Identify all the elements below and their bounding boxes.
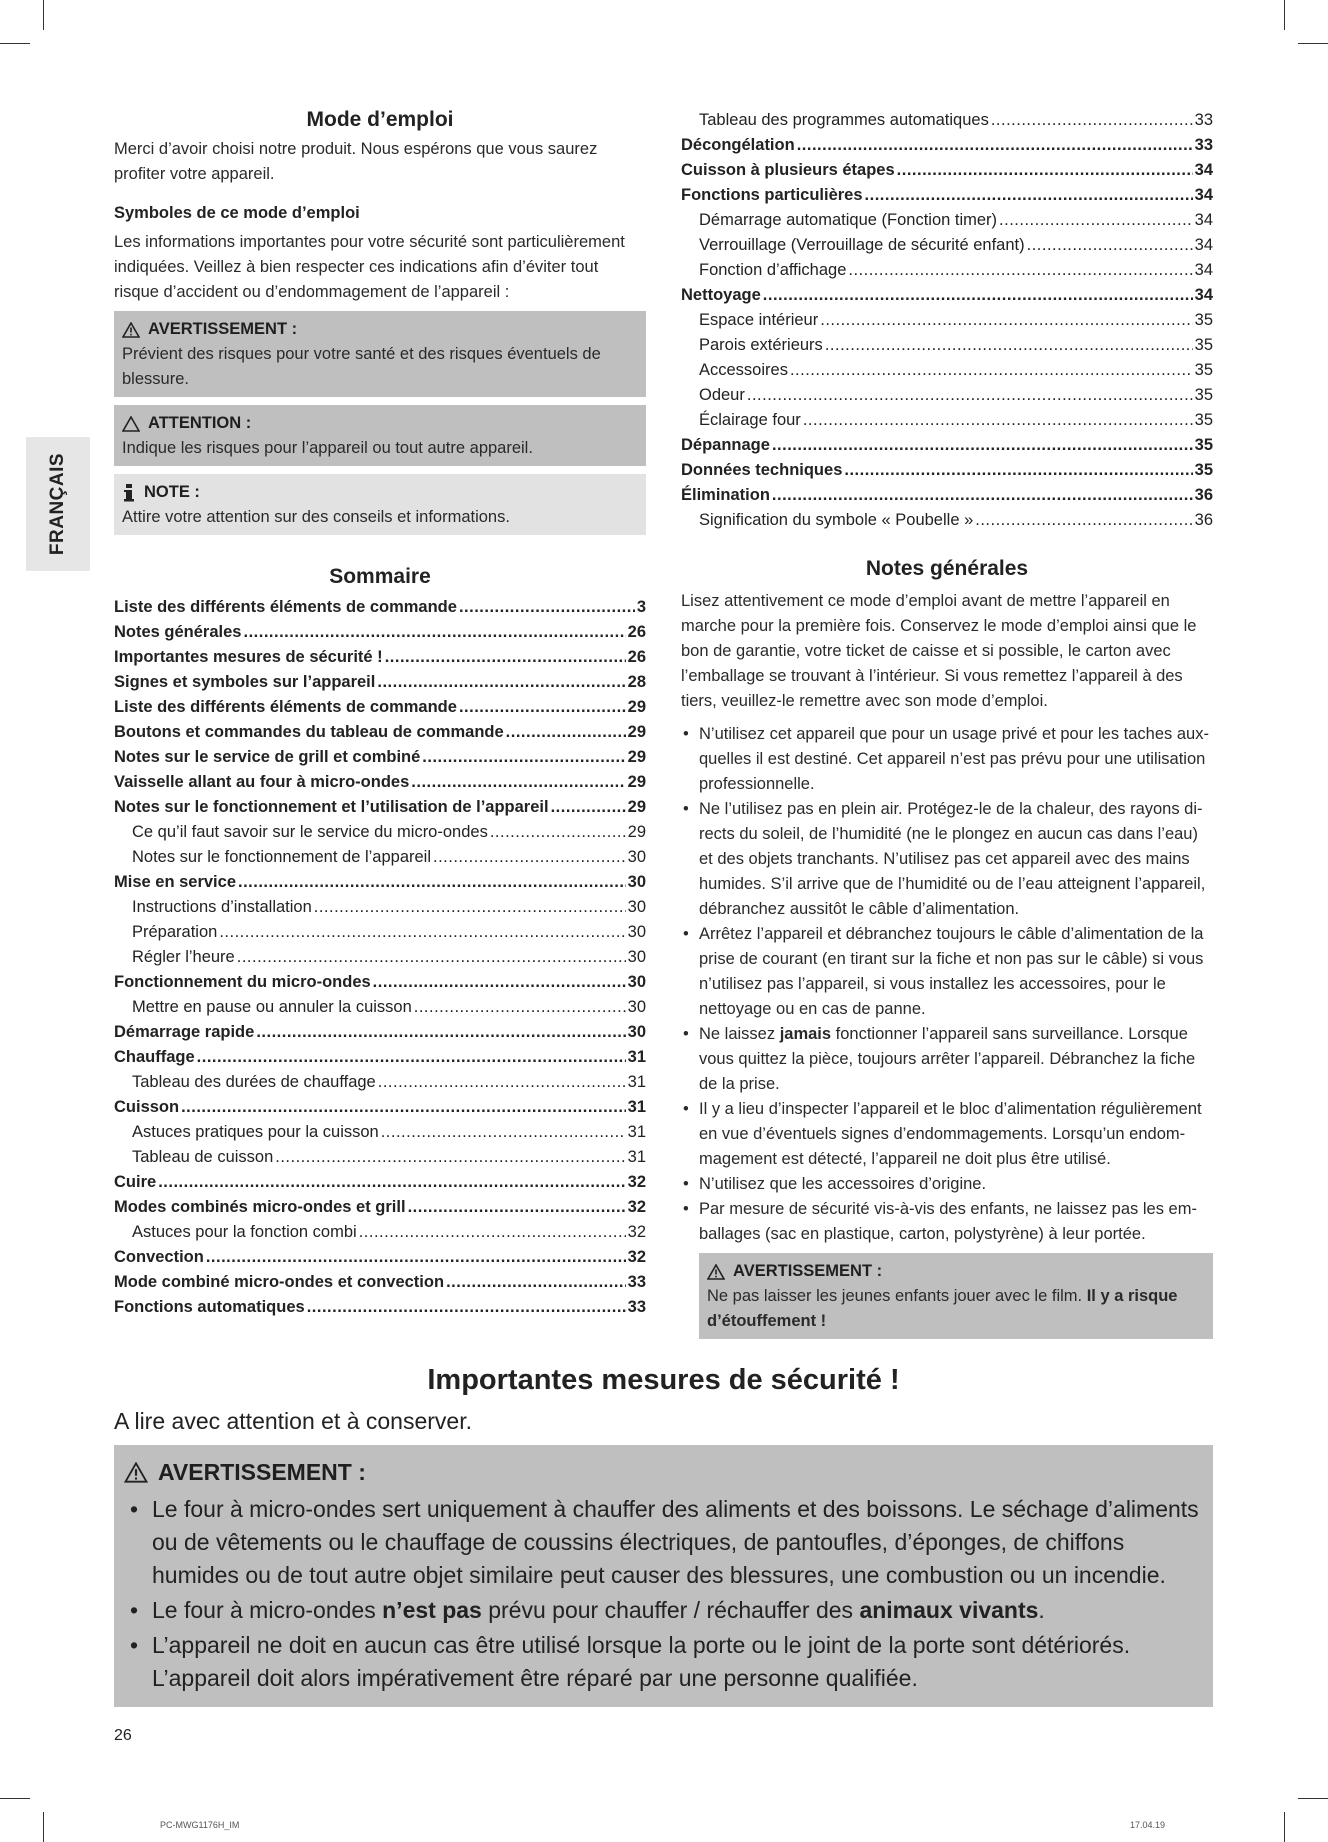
toc-entry[interactable]: Liste des différents éléments de commande ..... 29 <box>114 695 646 720</box>
list-item: • N’utilisez cet appareil que pour un usage privé et pour les taches aux-quelles il est destiné. Cet appareil n’est pas prévu pour une utilisation professionnelle. <box>681 722 1213 797</box>
toc-entry[interactable]: Boutons et commandes du tableau de commande ..... 29 <box>114 720 646 745</box>
toc-entry[interactable]: Astuces pratiques pour la cuisson ..... 31 <box>114 1120 646 1145</box>
safety-warning-box <box>114 1445 1213 1707</box>
warning-box-title: AVERTISSEMENT : <box>148 320 298 338</box>
symbols-heading: Symboles de ce mode d’emploi <box>114 204 360 222</box>
toc-entry[interactable]: Régler l’heure ..... 30 <box>114 945 646 970</box>
symbols-text: Les informations importantes pour votre sécurité sont particulièrement indiquées. Veillez à bien respecter ces indications afin d’éviter tout risque d’accident ou d’endommagement de l’appareil : <box>114 233 625 301</box>
toc-entry[interactable]: Démarrage rapide ..... 30 <box>114 1020 646 1045</box>
sommaire-title: Sommaire <box>329 565 431 588</box>
attention-box <box>114 405 646 466</box>
list-item: • Le four à micro-ondes sert uniquement à chauffer des aliments et des boissons. Le séchage d’aliments ou de vêtements ou le chauffage de coussins électriques, de pantoufles, d’éponges, de chiffons humides ou de tout autre objet similaire peut causer des blessures, une combustion ou un incendie. <box>124 1493 1203 1592</box>
toc-entry[interactable]: Verrouillage (Verrouillage de sécurité enfant) ..... 34 <box>681 233 1213 258</box>
toc-entry[interactable]: Chauffage ..... 31 <box>114 1045 646 1070</box>
print-date: 17.04.19 <box>1130 1820 1166 1830</box>
toc-entry[interactable]: Accessoires ..... 35 <box>681 358 1213 383</box>
notes-generales-title: Notes générales <box>865 557 1029 580</box>
safety-intro: A lire avec attention et à conserver. <box>114 1408 472 1434</box>
toc-entry[interactable]: Données techniques ..... 35 <box>681 458 1213 483</box>
note-box <box>114 474 646 535</box>
toc-entry[interactable]: Fonctionnement du micro-ondes ..... 30 <box>114 970 646 995</box>
crop-mark <box>1298 1798 1328 1799</box>
mode-emploi-title: Mode d’emploi <box>306 108 454 131</box>
warning-triangle-icon <box>707 1264 725 1280</box>
toc-entry[interactable]: Notes sur le fonctionnement de l’appareil ..... 30 <box>114 845 646 870</box>
toc-entry[interactable]: Tableau des durées de chauffage ..... 31 <box>114 1070 646 1095</box>
attention-box-text: Indique les risques pour l’appareil ou tout autre appareil. <box>122 439 533 457</box>
toc-entry[interactable]: Mise en service ..... 30 <box>114 870 646 895</box>
page-number: 26 <box>114 1727 132 1744</box>
list-item: • L’appareil ne doit en aucun cas être utilisé lorsque la porte ou le joint de la porte sont détériorés. L’appareil doit alors impérativement être réparé par une personne qualifiée. <box>124 1629 1203 1695</box>
toc-entry[interactable]: Mettre en pause ou annuler la cuisson ..... 30 <box>114 995 646 1020</box>
toc-entry[interactable]: Astuces pour la fonction combi ..... 32 <box>114 1220 646 1245</box>
info-icon <box>122 484 136 502</box>
film-warning-title: AVERTISSEMENT : <box>733 1262 883 1280</box>
toc-entry[interactable]: Mode combiné micro-ondes et convection ..... 33 <box>114 1270 646 1295</box>
film-warning-box <box>699 1253 1213 1339</box>
right-column <box>681 108 1213 1339</box>
list-item: • Ne laissez jamais fonctionner l’appareil sans surveillance. Lorsque vous quittez la pièce, toujours arrêter l’appareil. Débranchez la fiche de la prise. <box>681 1022 1213 1097</box>
note-box-title: NOTE : <box>144 483 200 501</box>
toc-entry[interactable]: Espace intérieur ..... 35 <box>681 308 1213 333</box>
list-item: • Arrêtez l’appareil et débranchez toujours le câble d’alimentation de la prise de courant (en tirant sur la fiche et non pas sur le câble) si vous n’utilisez pas l’appareil, si vous installez les accessoires, pour le nettoyage ou en cas de panne. <box>681 922 1213 1022</box>
language-tab <box>26 437 90 571</box>
toc-entry[interactable]: Élimination ..... 36 <box>681 483 1213 508</box>
toc-entry[interactable]: Modes combinés micro-ondes et grill ..... 32 <box>114 1195 646 1220</box>
toc-entry[interactable]: Signes et symboles sur l’appareil ..... 28 <box>114 670 646 695</box>
list-item: • N’utilisez que les accessoires d’origine. <box>681 1172 1213 1197</box>
note-box-text: Attire votre attention sur des conseils et informations. <box>122 508 510 526</box>
crop-mark <box>1298 43 1328 44</box>
toc-entry[interactable]: Tableau des programmes automatiques ..... 33 <box>681 108 1213 133</box>
crop-mark <box>0 43 30 44</box>
warning-box-text: Prévient des risques pour votre santé et des risques éventuels de blessure. <box>122 345 601 388</box>
toc-entry[interactable]: Cuisson à plusieurs étapes ..... 34 <box>681 158 1213 183</box>
toc-entry[interactable]: Démarrage automatique (Fonction timer) ..... 34 <box>681 208 1213 233</box>
toc-entry[interactable]: Instructions d’installation ..... 30 <box>114 895 646 920</box>
attention-box-title: ATTENTION : <box>148 414 252 432</box>
toc-entry[interactable]: Décongélation ..... 33 <box>681 133 1213 158</box>
crop-mark <box>1284 0 1285 30</box>
toc-entry[interactable]: Dépannage ..... 35 <box>681 433 1213 458</box>
toc-entry[interactable]: Ce qu’il faut savoir sur le service du micro-ondes ..... 29 <box>114 820 646 845</box>
language-label: FRANÇAIS <box>47 452 68 556</box>
toc-entry[interactable]: Convection ..... 32 <box>114 1245 646 1270</box>
toc-entry[interactable]: Odeur ..... 35 <box>681 383 1213 408</box>
toc-entry[interactable]: Notes sur le service de grill et combiné ..... 29 <box>114 745 646 770</box>
toc-entry[interactable]: Fonctions automatiques ..... 33 <box>114 1295 646 1320</box>
toc-entry[interactable]: Cuisson ..... 31 <box>114 1095 646 1120</box>
toc-entry[interactable]: Cuire ..... 32 <box>114 1170 646 1195</box>
crop-mark <box>0 1798 30 1799</box>
toc-left <box>114 595 646 1320</box>
film-warning-text: Ne pas laisser les jeunes enfants jouer avec le film. Il y a risque d’étouffement ! <box>707 1287 1178 1330</box>
notes-intro: Lisez attentivement ce mode d’emploi avant de mettre l’appareil en marche pour la première fois. Conservez le mode d’emploi ainsi que le bon de garantie, votre ticket de caisse et si possible, le carton avec l’emballage se trouvant à l’intérieur. Si vous remettez l’appareil à des tiers, veuillez-le remettre avec son mode d’emploi. <box>681 592 1197 710</box>
toc-right <box>681 108 1213 533</box>
intro-text: Merci d’avoir choisi notre produit. Nous espérons que vous saurez profiter votre appareil. <box>114 140 598 183</box>
toc-entry[interactable]: Fonctions particulières ..... 34 <box>681 183 1213 208</box>
crop-mark <box>1284 1812 1285 1842</box>
notes-list <box>681 722 1213 1247</box>
toc-entry[interactable]: Notes sur le fonctionnement et l’utilisation de l’appareil ..... 29 <box>114 795 646 820</box>
toc-entry[interactable]: Parois extérieurs ..... 35 <box>681 333 1213 358</box>
warning-triangle-icon <box>124 1462 148 1483</box>
caution-triangle-icon <box>122 416 140 432</box>
toc-entry[interactable]: Éclairage four ..... 35 <box>681 408 1213 433</box>
warning-triangle-icon <box>122 322 140 338</box>
toc-entry[interactable]: Nettoyage ..... 34 <box>681 283 1213 308</box>
toc-entry[interactable]: Fonction d’affichage ..... 34 <box>681 258 1213 283</box>
doc-code: PC-MWG1176H_IM <box>160 1820 240 1830</box>
list-item: • Ne l’utilisez pas en plein air. Protégez-le de la chaleur, des rayons di-rects du soleil, de l’humidité (ne le plongez en aucun cas dans l’eau) et des objets tranchants. N’utilisez pas cet appareil avec des mains humides. S’il arrive que de l’humidité ou de l’eau atteignent l’appareil, débranchez aussitôt le câble d’alimentation. <box>681 797 1213 922</box>
toc-entry[interactable]: Préparation ..... 30 <box>114 920 646 945</box>
list-item: • Le four à micro-ondes n’est pas prévu pour chauffer / réchauffer des animaux vivants. <box>124 1594 1203 1627</box>
safety-warning-title: AVERTISSEMENT : <box>158 1459 366 1485</box>
safety-title: Importantes mesures de sécurité ! <box>427 1364 900 1396</box>
safety-section <box>114 1364 1213 1707</box>
safety-list <box>124 1493 1203 1695</box>
toc-entry[interactable]: Vaisselle allant au four à micro-ondes ..... 29 <box>114 770 646 795</box>
toc-entry[interactable]: Signification du symbole « Poubelle » ..... 36 <box>681 508 1213 533</box>
toc-entry[interactable]: Liste des différents éléments de commande ..... 3 <box>114 595 646 620</box>
warning-box <box>114 311 646 397</box>
toc-entry[interactable]: Tableau de cuisson ..... 31 <box>114 1145 646 1170</box>
left-column <box>114 108 646 1320</box>
crop-mark <box>43 0 44 30</box>
crop-mark <box>43 1812 44 1842</box>
toc-entry[interactable]: Notes générales ..... 26 <box>114 620 646 645</box>
list-item: • Par mesure de sécurité vis-à-vis des enfants, ne laissez pas les em-ballages (sac en plastique, carton, polystyrène) à leur portée. <box>681 1197 1213 1247</box>
toc-entry[interactable]: Importantes mesures de sécurité ! ..... 26 <box>114 645 646 670</box>
list-item: • Il y a lieu d’inspecter l’appareil et le bloc d’alimentation régulièrement en vue d’éventuels signes d’endommagements. Lorsqu’un endom-magement est détecté, l’appareil ne doit plus être utilisé. <box>681 1097 1213 1172</box>
